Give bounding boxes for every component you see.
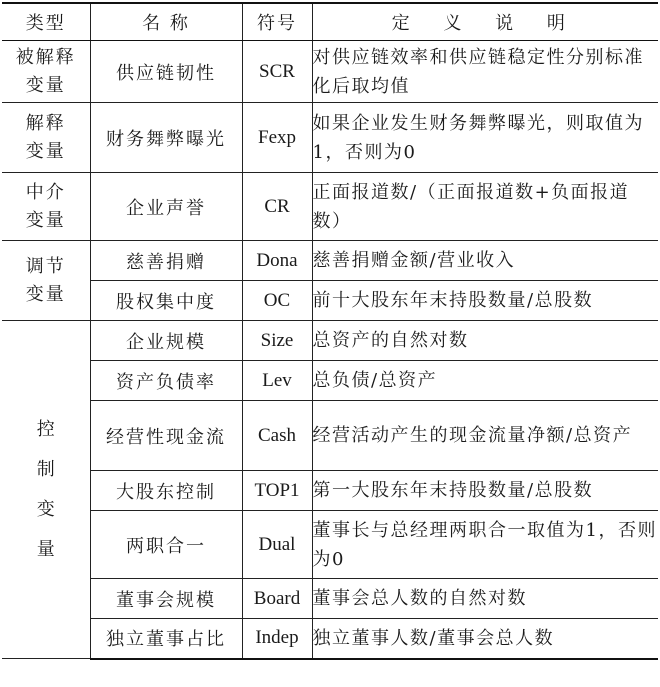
group-explained-variable: 被解释变量: [2, 41, 90, 103]
table-row: [2, 103, 658, 173]
group-mediator-variable: 中介变量: [2, 173, 90, 241]
table-row: [2, 241, 658, 281]
header-name: 名 称: [90, 3, 242, 41]
variable-definition: 前十大股东年末持股数量/总股数: [312, 281, 658, 321]
variable-definition: 慈善捐赠金额/营业收入: [312, 241, 658, 281]
variable-definition: 第一大股东年末持股数量/总股数: [312, 471, 658, 511]
table-row: [2, 471, 658, 511]
variable-definition-table: [2, 2, 658, 660]
variable-symbol: TOP1: [242, 471, 312, 511]
variable-symbol: Lev: [242, 361, 312, 401]
variable-definition: 经营活动产生的现金流量净额/总资产: [312, 401, 658, 471]
table-row: [2, 361, 658, 401]
header-type: 类型: [2, 3, 90, 41]
variable-name: 独立董事占比: [90, 619, 242, 659]
variable-name: 资产负债率: [90, 361, 242, 401]
variable-symbol: Dual: [242, 511, 312, 579]
header-symbol: 符号: [242, 3, 312, 41]
variable-symbol: SCR: [242, 41, 312, 103]
table-row: [2, 321, 658, 361]
variable-definition: 董事会总人数的自然对数: [312, 579, 658, 619]
table-row: [2, 401, 658, 471]
variable-symbol: OC: [242, 281, 312, 321]
variable-name: 股权集中度: [90, 281, 242, 321]
variable-symbol: Indep: [242, 619, 312, 659]
variable-symbol: Fexp: [242, 103, 312, 173]
table-row: [2, 41, 658, 103]
variable-name: 财务舞弊曝光: [90, 103, 242, 173]
table-row: [2, 173, 658, 241]
variable-name: 大股东控制: [90, 471, 242, 511]
group-explanatory-variable: 解释变量: [2, 103, 90, 173]
group-control-variable: 控制变量: [2, 321, 90, 659]
variable-name: 慈善捐赠: [90, 241, 242, 281]
header-row: [2, 3, 658, 41]
variable-name: 经营性现金流: [90, 401, 242, 471]
variable-definition: 总资产的自然对数: [312, 321, 658, 361]
variable-definition: 如果企业发生财务舞弊曝光，则取值为1，否则为0: [312, 103, 658, 173]
variable-name: 企业声誉: [90, 173, 242, 241]
variable-definition: 总负债/总资产: [312, 361, 658, 401]
variable-name: 董事会规模: [90, 579, 242, 619]
header-definition: 定 义 说 明: [312, 3, 658, 41]
table-row: [2, 579, 658, 619]
variable-definition: 正面报道数/（正面报道数+负面报道数）: [312, 173, 658, 241]
table-row: [2, 281, 658, 321]
variable-definition: 独立董事人数/董事会总人数: [312, 619, 658, 659]
table-row: [2, 511, 658, 579]
variable-symbol: Board: [242, 579, 312, 619]
variable-symbol: Dona: [242, 241, 312, 281]
variable-name: 两职合一: [90, 511, 242, 579]
variable-symbol: CR: [242, 173, 312, 241]
variable-symbol: Cash: [242, 401, 312, 471]
variable-name: 供应链韧性: [90, 41, 242, 103]
variable-symbol: Size: [242, 321, 312, 361]
variable-definition: 对供应链效率和供应链稳定性分别标准化后取均值: [312, 41, 658, 103]
table-row: [2, 619, 658, 659]
group-moderator-variable: 调节变量: [2, 241, 90, 321]
variable-definition: 董事长与总经理两职合一取值为1，否则为0: [312, 511, 658, 579]
variable-name: 企业规模: [90, 321, 242, 361]
